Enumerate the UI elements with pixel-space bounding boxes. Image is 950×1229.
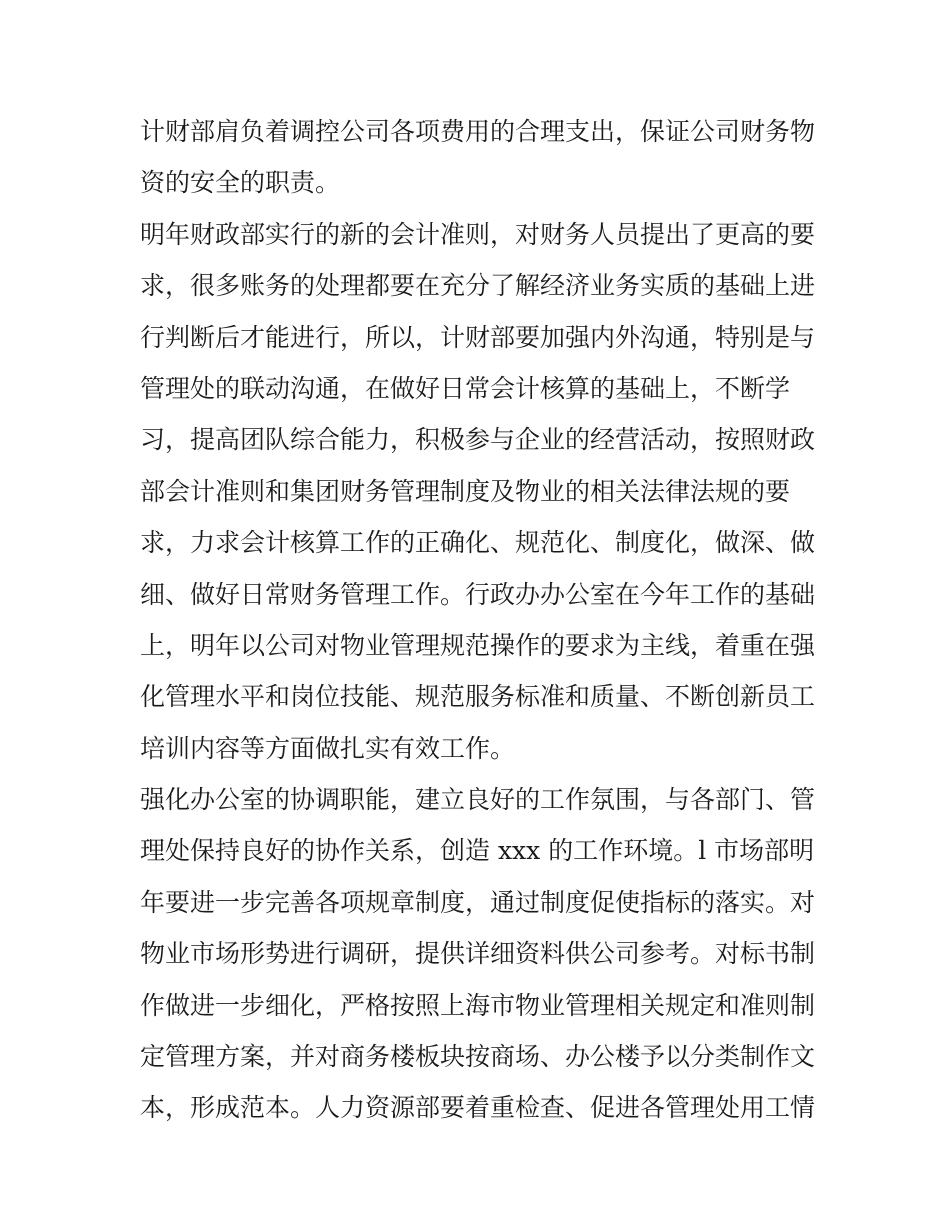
text-line: 管理处的联动沟通，在做好日常会计核算的基础上，不断学 (140, 373, 791, 403)
text-line: 强化办公室的协调职能，建立良好的工作氛围，与各部门、管 (140, 785, 816, 815)
text-line: 计财部肩负着调控公司各项费用的合理支出，保证公司财务物 (140, 117, 816, 146)
body-text (140, 106, 820, 1134)
text-line: 培训内容等方面做扎实有效工作。 (140, 733, 516, 763)
text-line: 行判断后才能进行，所以，计财部要加强内外沟通，特别是与 (140, 322, 816, 352)
text-line: 理处保持良好的协作关系，创造 xxx 的工作环境。l 市场部明 (140, 836, 815, 866)
text-line: 定管理方案，并对商务楼板块按商场、办公楼予以分类制作文 (140, 1042, 816, 1072)
text-line: 求，很多账务的处理都要在充分了解经济业务实质的基础上进 (140, 271, 816, 301)
text-line: 习，提高团队综合能力，积极参与企业的经营活动，按照财政 (140, 425, 816, 455)
text-line: 明年财政部实行的新的会计准则，对财务人员提出了更高的要 (140, 219, 816, 249)
text-line: 物业市场形势进行调研，提供详细资料供公司参考。对标书制 (140, 939, 816, 969)
text-line: 本，形成范本。人力资源部要着重检查、促进各管理处用工情 (140, 1093, 816, 1123)
text-line: 年要进一步完善各项规章制度，通过制度促使指标的落实。对 (140, 887, 816, 917)
text-line: 资的安全的职责。 (140, 168, 341, 198)
text-line: 作做进一步细化，严格按照上海市物业管理相关规定和准则制 (140, 990, 816, 1020)
text-line: 细、做好日常财务管理工作。行政办办公室在今年工作的基础 (140, 579, 816, 609)
text-line: 上，明年以公司对物业管理规范操作的要求为主线，着重在强 (140, 630, 816, 660)
text-line: 求，力求会计核算工作的正确化、规范化、制度化，做深、做 (140, 528, 816, 558)
text-line: 部会计准则和集团财务管理制度及物业的相关法律法规的要 (140, 476, 791, 506)
text-line: 化管理水平和岗位技能、规范服务标准和质量、不断创新员工 (140, 682, 816, 712)
